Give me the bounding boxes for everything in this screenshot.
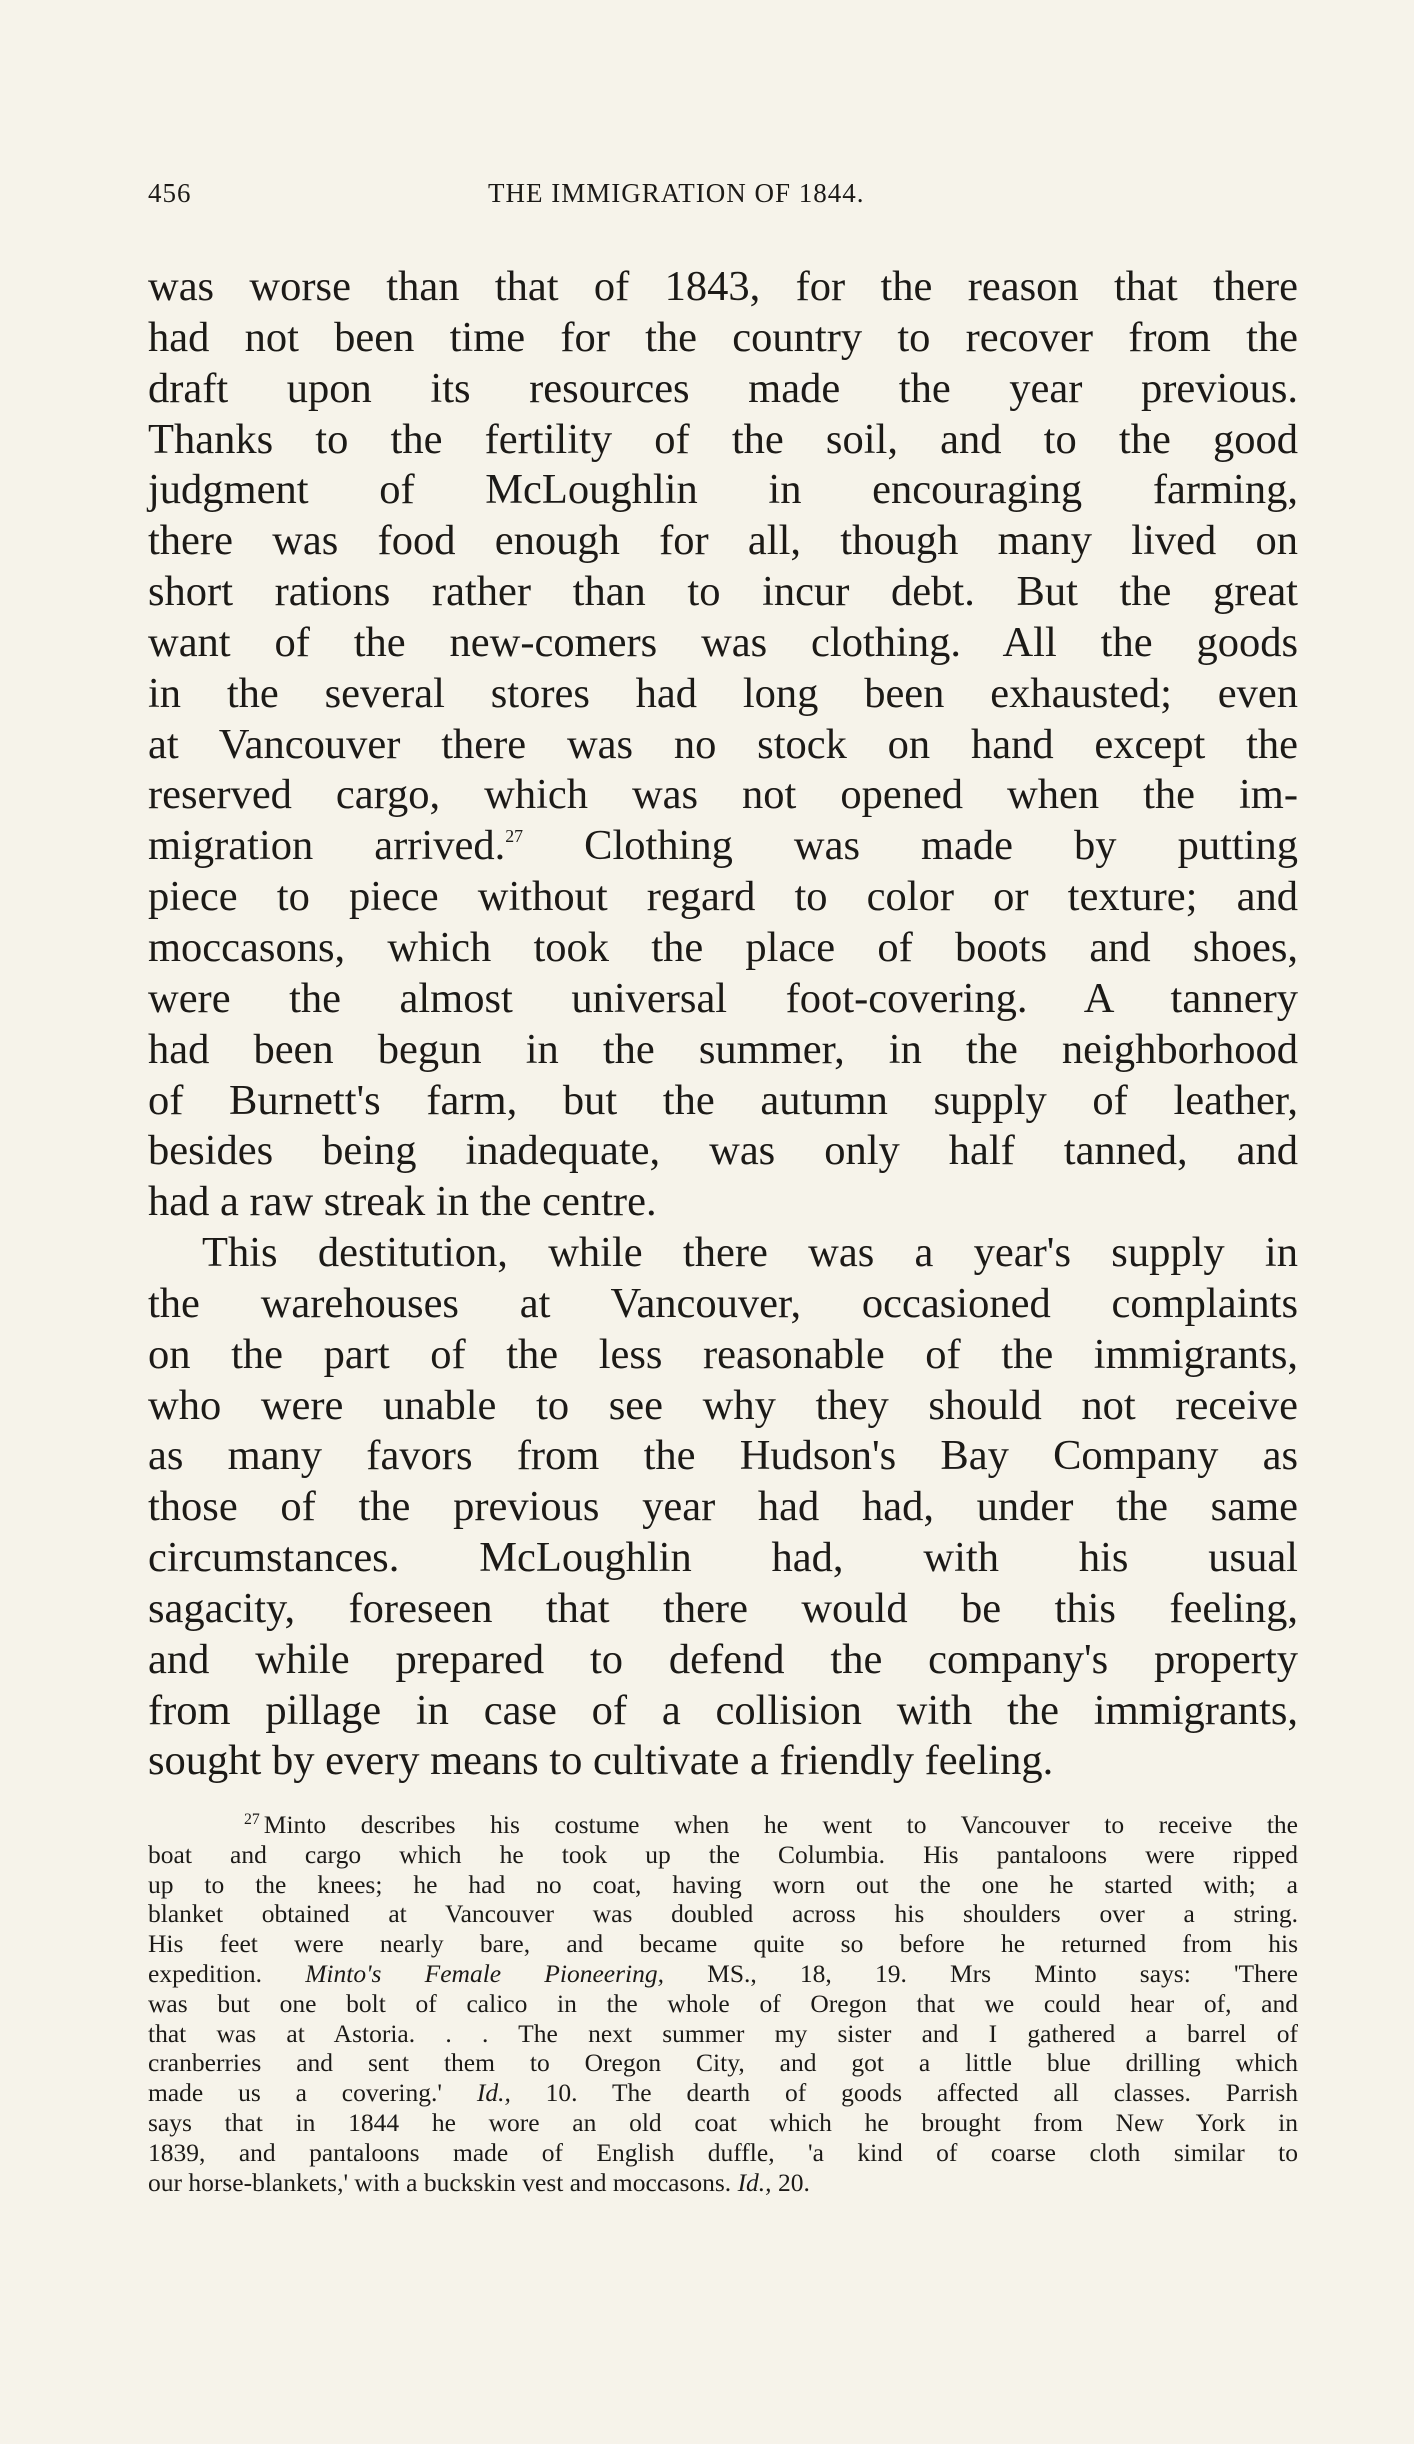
footnote-marker: 27 — [244, 1811, 260, 1829]
footnote-line — [148, 1810, 1298, 1840]
text-line: piece to piece without regard to color or texture; and — [148, 873, 1298, 921]
footnote-line: up to the knees; he had no coat, having worn out the one he started with; a — [148, 1869, 1298, 1899]
footnote-reference[interactable]: 27 — [505, 826, 524, 847]
text-segment: made us a covering.' — [148, 2078, 477, 2108]
text-line: This destitution, while there was a year's supply in — [202, 1229, 1298, 1277]
text-segment: MS., 18, 19. Mrs Minto says: 'There — [663, 1958, 1298, 1988]
footnote-line: cranberries and sent them to Oregon City, and got a little blue drilling which — [148, 2048, 1298, 2078]
text-line: want of the new-comers was clothing. All the goods — [148, 618, 1298, 666]
text-line: who were unable to see why they should not receive — [148, 1381, 1298, 1429]
text-line: sagacity, foreseen that there would be this feeling, — [148, 1584, 1298, 1632]
text-segment: 10. The dearth of goods affected all classes. Parrish — [510, 2078, 1298, 2108]
citation-ibid: Id., — [476, 2078, 511, 2108]
text-line: at Vancouver there was no stock on hand except the — [148, 720, 1298, 768]
running-title: THE IMMIGRATION OF 1844. — [488, 178, 865, 208]
text-line: as many favors from the Hudson's Bay Company as — [148, 1432, 1298, 1480]
text-line: there was food enough for all, though many lived on — [148, 517, 1298, 565]
text-line: reserved cargo, which was not opened when the im- — [148, 771, 1298, 819]
text-line: had not been time for the country to recover from the — [148, 313, 1298, 361]
footnote-line — [148, 1959, 1298, 1989]
text-line: had a raw streak in the centre. — [148, 1178, 657, 1226]
text-line: Thanks to the fertility of the soil, and to the good — [148, 415, 1298, 463]
text-line: had been begun in the summer, in the neighborhood — [148, 1025, 1298, 1073]
text-segment: migration arrived. — [148, 822, 506, 870]
footnote-line: 1839, and pantaloons made of English duffle, 'a kind of coarse cloth similar to — [148, 2137, 1298, 2167]
text-line: on the part of the less reasonable of the immigrants, — [148, 1330, 1298, 1378]
text-segment: expedition. — [148, 1958, 306, 1988]
text-segment: Minto describes his costume when he went to Vancouver to receive the — [263, 1810, 1298, 1839]
footnote-line: His feet were nearly bare, and became quite so before he returned from his — [148, 1929, 1298, 1959]
text-segment: our horse-blankets,' with a buckskin vest and moccasons. — [148, 2167, 738, 2197]
citation-ibid: Id., — [737, 2167, 772, 2197]
footnote-line: boat and cargo which he took up the Columbia. His pantaloons were ripped — [148, 1839, 1298, 1869]
text-line: judgment of McLoughlin in encouraging farming, — [148, 466, 1298, 514]
footnote-line: was but one bolt of calico in the whole of Oregon that we could hear of, and — [148, 1988, 1298, 2018]
text-line: moccasons, which took the place of boots and shoes, — [148, 923, 1298, 971]
text-line: sought by every means to cultivate a friendly feeling. — [148, 1737, 1054, 1785]
footnote-line: that was at Astoria. . . The next summer my sister and I gathered a barrel of — [148, 2018, 1298, 2048]
text-line: circumstances. McLoughlin had, with his usual — [148, 1534, 1298, 1582]
text-segment: Clothing was made by putting — [523, 822, 1298, 870]
footnote-block — [148, 1810, 1298, 2197]
text-line: the warehouses at Vancouver, occasioned complaints — [148, 1279, 1298, 1327]
text-line: those of the previous year had had, under the same — [148, 1483, 1298, 1531]
text-line: in the several stores had long been exhausted; even — [148, 669, 1298, 717]
footnote-line — [148, 2168, 1298, 2198]
text-segment: 20. — [771, 2167, 810, 2197]
text-line — [148, 821, 1298, 872]
text-line: was worse than that of 1843, for the reason that there — [148, 263, 1298, 310]
footnote-line — [148, 2078, 1298, 2108]
page-header — [148, 178, 1300, 218]
text-line: of Burnett's farm, but the autumn supply of leather, — [148, 1076, 1298, 1124]
page-number: 456 — [148, 178, 192, 208]
citation-title: Minto's Female Pioneering, — [305, 1958, 664, 1988]
footnote-line: says that in 1844 he wore an old coat which he brought from New York in — [148, 2107, 1298, 2137]
text-line: short rations rather than to incur debt. But the great — [148, 568, 1298, 616]
text-line: besides being inadequate, was only half tanned, and — [148, 1127, 1298, 1175]
text-line: were the almost universal foot-covering. A tannery — [148, 974, 1298, 1022]
text-line: from pillage in case of a collision with the immigrants, — [148, 1686, 1298, 1734]
text-line: draft upon its resources made the year previous. — [148, 364, 1298, 412]
footnote-line: blanket obtained at Vancouver was doubled across his shoulders over a string. — [148, 1899, 1298, 1929]
main-text — [148, 262, 1298, 1787]
text-line: and while prepared to defend the company's property — [148, 1635, 1298, 1683]
